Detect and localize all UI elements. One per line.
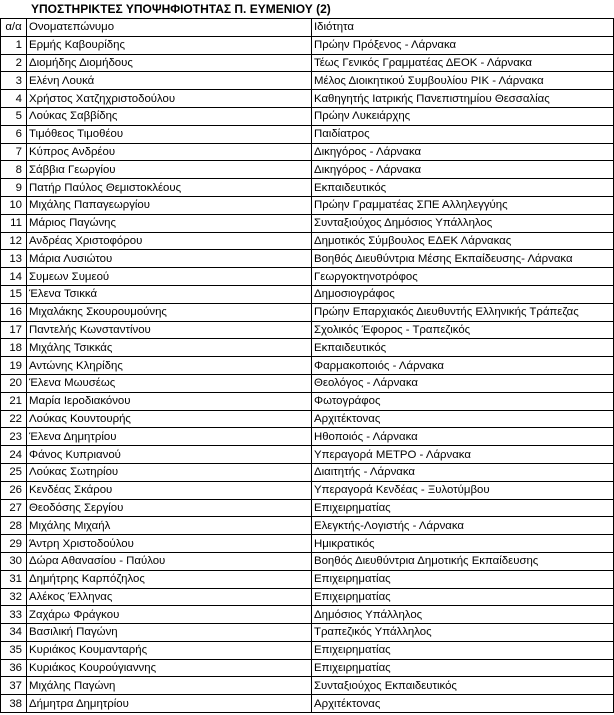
row-number: 14 xyxy=(1,268,27,286)
table-row xyxy=(1,392,614,410)
row-role: Θεολόγος - Λάρνακα xyxy=(312,374,614,392)
row-role: Πρώην Γραμματέας ΣΠΕ Αλληλεγγύης xyxy=(312,196,614,214)
table-row xyxy=(1,143,614,161)
row-role: Παιδίατρος xyxy=(312,125,614,143)
row-name: Αλέκος Έλληνας xyxy=(27,588,312,606)
table-row xyxy=(1,624,614,642)
row-number: 7 xyxy=(1,143,27,161)
row-name: Ανδρέας Χριστοφόρου xyxy=(27,232,312,250)
table-row xyxy=(1,321,614,339)
row-role: Σχολικός Έφορος - Τραπεζικός xyxy=(312,321,614,339)
row-number: 29 xyxy=(1,535,27,553)
row-name: Ελένη Λουκά xyxy=(27,72,312,90)
table-row xyxy=(1,196,614,214)
row-role: Φαρμακοποιός - Λάρνακα xyxy=(312,357,614,375)
table-row xyxy=(1,357,614,375)
row-role: Επιχειρηματίας xyxy=(312,499,614,517)
row-name: Λούκας Σαββίδης xyxy=(27,107,312,125)
row-name: Μάρια Λυσιώτου xyxy=(27,250,312,268)
row-number: 35 xyxy=(1,641,27,659)
row-name: Ζαχάρω Φράγκου xyxy=(27,606,312,624)
row-number: 13 xyxy=(1,250,27,268)
row-number: 22 xyxy=(1,410,27,428)
row-number: 5 xyxy=(1,107,27,125)
row-number: 26 xyxy=(1,481,27,499)
row-name: Χρήστος Χατζηχριστοδούλου xyxy=(27,90,312,108)
table-row xyxy=(1,570,614,588)
row-name: Μάριος Παγώνης xyxy=(27,214,312,232)
row-number: 31 xyxy=(1,570,27,588)
row-role: Καθηγητής Ιατρικής Πανεπιστημίου Θεσσαλίας xyxy=(312,90,614,108)
row-name: Συμεων Συμεού xyxy=(27,268,312,286)
row-number: 25 xyxy=(1,463,27,481)
row-role: Τέως Γενικός Γραμματέας ΔΕΟΚ - Λάρνακα xyxy=(312,54,614,72)
table-row xyxy=(1,695,614,713)
row-name: Δημήτρης Καρπόζηλος xyxy=(27,570,312,588)
table-row xyxy=(1,232,614,250)
row-name: Έλενα Τσικκά xyxy=(27,285,312,303)
row-name: Μιχάλης Τσικκάς xyxy=(27,339,312,357)
row-name: Κυριάκος Κουμανταρής xyxy=(27,641,312,659)
row-name: Φάνος Κυπριανού xyxy=(27,446,312,464)
table-row xyxy=(1,659,614,677)
header-row xyxy=(1,19,614,37)
row-number: 21 xyxy=(1,392,27,410)
row-number: 3 xyxy=(1,72,27,90)
row-name: Αντώνης Κληρίδης xyxy=(27,357,312,375)
row-number: 38 xyxy=(1,695,27,713)
row-number: 24 xyxy=(1,446,27,464)
row-name: Δώρα Αθανασίου - Παύλου xyxy=(27,552,312,570)
row-role: Μέλος Διοικητικού Συμβουλίου ΡΙΚ - Λάρνακα xyxy=(312,72,614,90)
row-name: Μιχάλης Παπαγεωργίου xyxy=(27,196,312,214)
table-row xyxy=(1,250,614,268)
row-number: 28 xyxy=(1,517,27,535)
table-row xyxy=(1,446,614,464)
row-number: 10 xyxy=(1,196,27,214)
row-name: Παντελής Κωνσταντίνου xyxy=(27,321,312,339)
row-number: 36 xyxy=(1,659,27,677)
table-row xyxy=(1,535,614,553)
row-number: 32 xyxy=(1,588,27,606)
row-role: Δημοσιογράφος xyxy=(312,285,614,303)
row-role: Δικηγόρος - Λάρνακα xyxy=(312,143,614,161)
row-role: Επιχειρηματίας xyxy=(312,570,614,588)
row-name: Λούκας Σωτηρίου xyxy=(27,463,312,481)
row-role: Υπεραγορά ΜΕΤΡΟ - Λάρνακα xyxy=(312,446,614,464)
row-name: Μιχάλης Μιχαήλ xyxy=(27,517,312,535)
table-row xyxy=(1,517,614,535)
table-row xyxy=(1,552,614,570)
row-role: Πρώην Λυκειάρχης xyxy=(312,107,614,125)
table-row xyxy=(1,428,614,446)
row-name: Βασιλική Παγώνη xyxy=(27,624,312,642)
row-role: Τραπεζικός Υπάλληλος xyxy=(312,624,614,642)
row-number: 37 xyxy=(1,677,27,695)
row-number: 1 xyxy=(1,36,27,54)
table-row xyxy=(1,90,614,108)
row-number: 34 xyxy=(1,624,27,642)
row-role: Επιχειρηματίας xyxy=(312,641,614,659)
row-role: Ηθοποιός - Λάρνακα xyxy=(312,428,614,446)
row-name: Κυριάκος Κουρούγιαννης xyxy=(27,659,312,677)
table-row xyxy=(1,54,614,72)
row-role: Αρχιτέκτονας xyxy=(312,410,614,428)
row-number: 27 xyxy=(1,499,27,517)
row-role: Δημόσιος Υπάλληλος xyxy=(312,606,614,624)
row-role: Ελεγκτής-Λογιστής - Λάρνακα xyxy=(312,517,614,535)
row-name: Μαρία Ιεροδιακόνου xyxy=(27,392,312,410)
row-name: Έλενα Μωυσέως xyxy=(27,374,312,392)
table-row xyxy=(1,161,614,179)
row-number: 18 xyxy=(1,339,27,357)
row-name: Σάββια Γεωργίου xyxy=(27,161,312,179)
row-number: 15 xyxy=(1,285,27,303)
table-row xyxy=(1,125,614,143)
row-name: Θεοδόσης Σεργίου xyxy=(27,499,312,517)
row-role: Επιχειρηματίας xyxy=(312,659,614,677)
table-row xyxy=(1,285,614,303)
table-row xyxy=(1,410,614,428)
row-name: Έλενα Δημητρίου xyxy=(27,428,312,446)
row-name: Ερμής Καβουρίδης xyxy=(27,36,312,54)
supporters-table xyxy=(0,18,614,713)
row-name: Δήμητρα Δημητρίου xyxy=(27,695,312,713)
row-number: 6 xyxy=(1,125,27,143)
table-row xyxy=(1,374,614,392)
table-row xyxy=(1,107,614,125)
row-number: 17 xyxy=(1,321,27,339)
row-number: 9 xyxy=(1,179,27,197)
row-role: Πρώην Πρόξενος - Λάρνακα xyxy=(312,36,614,54)
table-row xyxy=(1,179,614,197)
row-number: 8 xyxy=(1,161,27,179)
row-role: Φωτογράφος xyxy=(312,392,614,410)
row-name: Τιμόθεος Τιμοθέου xyxy=(27,125,312,143)
row-name: Πατήρ Παύλος Θεμιστοκλέους xyxy=(27,179,312,197)
row-role: Ημικρατικός xyxy=(312,535,614,553)
title-row xyxy=(0,0,614,18)
row-role: Εκπαιδευτικός xyxy=(312,339,614,357)
table-row xyxy=(1,606,614,624)
header-role: Ιδιότητα xyxy=(312,19,614,37)
table-row xyxy=(1,677,614,695)
row-role: Συνταξιούχος Δημόσιος Υπάλληλος xyxy=(312,214,614,232)
table-row xyxy=(1,588,614,606)
row-number: 19 xyxy=(1,357,27,375)
table-row xyxy=(1,214,614,232)
row-role: Βοηθός Διευθύντρια Μέσης Εκπαίδευσης- Λάρνακα xyxy=(312,250,614,268)
sheet-title: ΥΠΟΣΤΗΡΙΚΤΕΣ ΥΠΟΨΗΦΙΟΤΗΤΑΣ Π. ΕΥΜΕΝΙΟΥ (2) xyxy=(31,2,331,16)
table-row xyxy=(1,481,614,499)
table-row xyxy=(1,499,614,517)
row-role: Συνταξιούχος Εκπαιδευτικός xyxy=(312,677,614,695)
row-role: Επιχειρηματίας xyxy=(312,588,614,606)
row-name: Κενδέας Σκάρου xyxy=(27,481,312,499)
row-name: Άντρη Χριστοδούλου xyxy=(27,535,312,553)
table-row xyxy=(1,339,614,357)
table-row xyxy=(1,268,614,286)
row-number: 23 xyxy=(1,428,27,446)
row-role: Εκπαιδευτικός xyxy=(312,179,614,197)
header-number: α/α xyxy=(1,19,27,37)
row-name: Διομήδης Διομήδους xyxy=(27,54,312,72)
row-number: 16 xyxy=(1,303,27,321)
table-row xyxy=(1,72,614,90)
row-number: 2 xyxy=(1,54,27,72)
row-role: Βοηθός Διευθύντρια Δημοτικής Εκπαίδευσης xyxy=(312,552,614,570)
row-role: Υπεραγορά Κενδέας - Ξυλοτύμβου xyxy=(312,481,614,499)
row-role: Δικηγόρος - Λάρνακα xyxy=(312,161,614,179)
row-name: Κύπρος Ανδρέου xyxy=(27,143,312,161)
table-row xyxy=(1,36,614,54)
row-name: Μιχαλάκης Σκουρουμούνης xyxy=(27,303,312,321)
table-row xyxy=(1,463,614,481)
row-role: Διαιτητής - Λάρνακα xyxy=(312,463,614,481)
row-number: 33 xyxy=(1,606,27,624)
row-name: Μιχάλης Παγώνη xyxy=(27,677,312,695)
table-row xyxy=(1,641,614,659)
header-name: Ονοματεπώνυμο xyxy=(27,19,312,37)
row-role: Γεωργοκτηνοτρόφος xyxy=(312,268,614,286)
row-number: 30 xyxy=(1,552,27,570)
table-row xyxy=(1,303,614,321)
row-number: 4 xyxy=(1,90,27,108)
row-number: 20 xyxy=(1,374,27,392)
row-role: Πρώην Επαρχιακός Διευθυντής Ελληνικής Τράπεζας xyxy=(312,303,614,321)
row-number: 12 xyxy=(1,232,27,250)
row-role: Αρχιτέκτονας xyxy=(312,695,614,713)
row-number: 11 xyxy=(1,214,27,232)
row-name: Λούκας Κουντουρής xyxy=(27,410,312,428)
row-role: Δημοτικός Σύμβουλος ΕΔΕΚ Λάρνακας xyxy=(312,232,614,250)
